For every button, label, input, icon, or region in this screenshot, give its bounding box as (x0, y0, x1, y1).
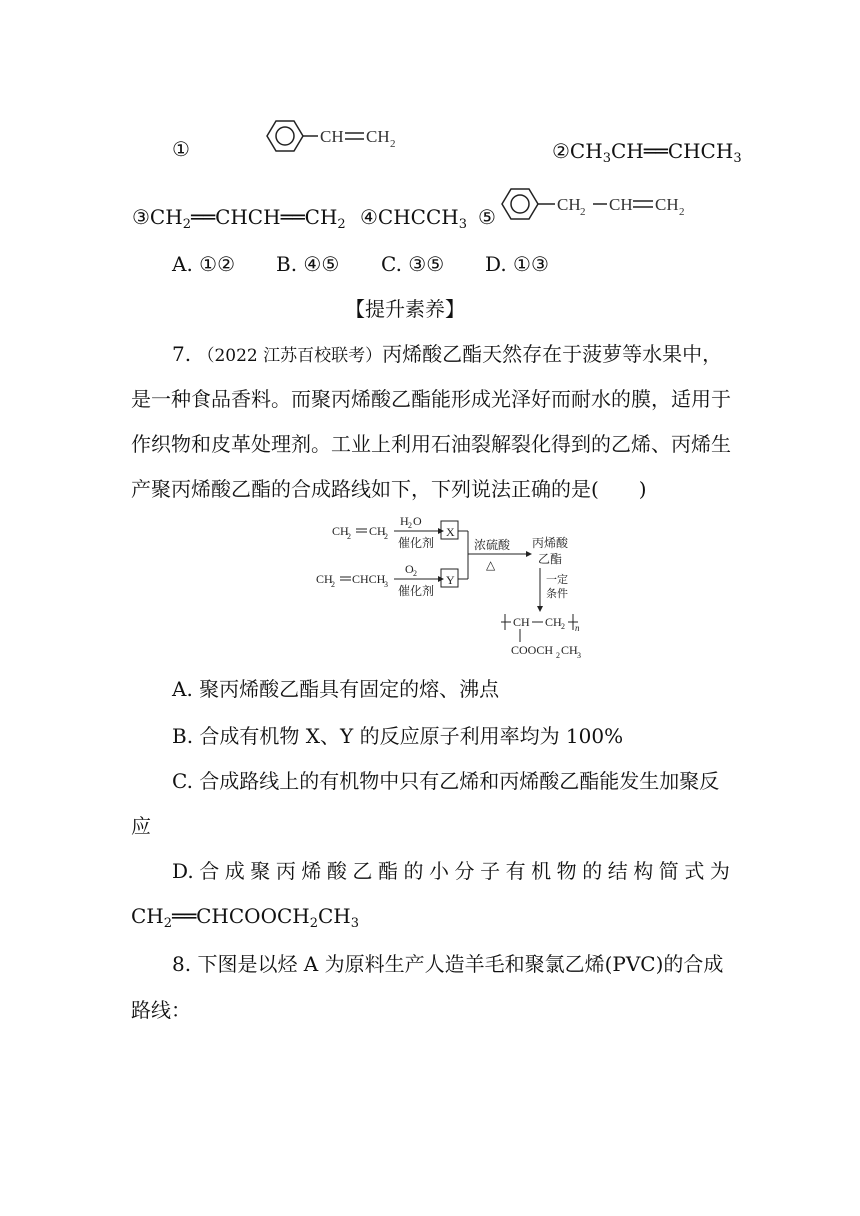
propylene-chch: CHCH (352, 572, 386, 586)
ethylene-ch2-a: CH (332, 524, 349, 538)
q7-first-line: 7. （2022 江苏百校联考）丙烯酸乙酯天然存在于菠萝等水果中， (172, 342, 723, 366)
q7-line-3: 作织物和皮革处理剂。工业上利用石油裂解裂化得到的乙烯、丙烯生 (131, 432, 731, 456)
allyl-ch2-sub: 2 (580, 206, 586, 218)
product-line-1: 丙烯酸 (532, 536, 569, 550)
q7-option-d-line-2: $CH_2══CHCOOCH_2CH_3$ (131, 904, 360, 931)
polymer-ch2: CH (545, 615, 562, 629)
ester-sub-b: 3 (577, 651, 581, 660)
answer-d: D. ①③ (485, 252, 549, 276)
q7-option-c-line-2: 应 (131, 814, 151, 838)
styrene-ch: CH (320, 127, 344, 146)
option-3: $③CH_2══CHCH══CH_2$ (132, 205, 346, 232)
box-x: X (446, 525, 455, 539)
propylene-sub-a: 2 (331, 580, 335, 589)
condition-line-1: 一定 (546, 574, 568, 586)
heat-label: △ (486, 558, 496, 572)
allyl-ch2-end-sub: 2 (679, 206, 685, 218)
q7-source: （2022 江苏百校联考） (197, 346, 383, 366)
ethylene-sub-a: 2 (347, 532, 351, 541)
option-4: $④CHCCH_3$ (360, 205, 468, 232)
oxygen-sub: 2 (413, 569, 417, 578)
ester-ch: CH (561, 643, 578, 657)
polymer-ch: CH (513, 615, 530, 629)
catalyst-1: 催化剂 (398, 536, 435, 550)
product-line-2: 乙酯 (538, 552, 563, 566)
answer-a: A. ①② (172, 252, 236, 276)
catalyst-2: 催化剂 (398, 584, 435, 598)
ester-sub-a: 2 (556, 651, 560, 660)
option-5-label: ⑤ (478, 205, 496, 229)
allyl-ch2: CH (557, 195, 581, 214)
allyl-ch2-end: CH (655, 195, 679, 214)
q7-line-4: 产聚丙烯酸乙酯的合成路线如下，下列说法正确的是( ) (131, 477, 647, 501)
synthesis-scheme (310, 512, 600, 662)
styrene-structure (262, 113, 412, 159)
styrene-ch2-sub: 2 (390, 138, 396, 150)
answer-b: B. ④⑤ (276, 252, 340, 276)
polymer-n: n (575, 623, 580, 633)
styrene-ch2: CH (366, 127, 390, 146)
acid-label: 浓硫酸 (474, 538, 511, 552)
q8-line-2: 路线： (131, 998, 191, 1022)
q7-option-d-line-1: D. 合 成 聚 丙 烯 酸 乙 酯 的 小 分 子 有 机 物 的 结 构 简 式 为 (172, 859, 730, 883)
ethylene-sub-b: 2 (384, 532, 388, 541)
ester-cooch: COOCH (511, 643, 554, 657)
q8-line-1: 8. 下图是以烃 A 为原料生产人造羊毛和聚氯乙烯(PVC)的合成 (172, 952, 724, 976)
water-h: H (400, 514, 409, 528)
propylene-sub-b: 3 (384, 580, 388, 589)
ethylene-ch2-b: CH (369, 524, 386, 538)
option-2: $②CH_3CH══CHCH_3$ (552, 139, 742, 166)
allylbenzene-structure (497, 181, 702, 227)
water-sub: 2 (408, 521, 412, 530)
oxygen-o: O (405, 562, 414, 576)
q7-option-c-line-1: C. 合成路线上的有机物中只有乙烯和丙烯酸乙酯能发生加聚反 (172, 769, 720, 793)
box-y: Y (446, 573, 455, 587)
condition-line-2: 条件 (546, 588, 568, 600)
q7-option-b: B. 合成有机物 X、Y 的反应原子利用率均为 100% (172, 724, 624, 748)
option-1-label: ① (172, 137, 190, 161)
water-o: O (413, 514, 422, 528)
propylene-ch2: CH (316, 572, 333, 586)
allyl-ch: CH (609, 195, 633, 214)
q7-line-2: 是一种食品香料。而聚丙烯酸乙酯能形成光泽好而耐水的膜，适用于 (131, 387, 731, 411)
answer-c: C. ③⑤ (381, 252, 445, 276)
polymer-sub: 2 (561, 622, 565, 631)
section-heading: 【提升素养】 (345, 297, 465, 321)
q7-option-a: A. 聚丙烯酸乙酯具有固定的熔、沸点 (172, 677, 500, 701)
